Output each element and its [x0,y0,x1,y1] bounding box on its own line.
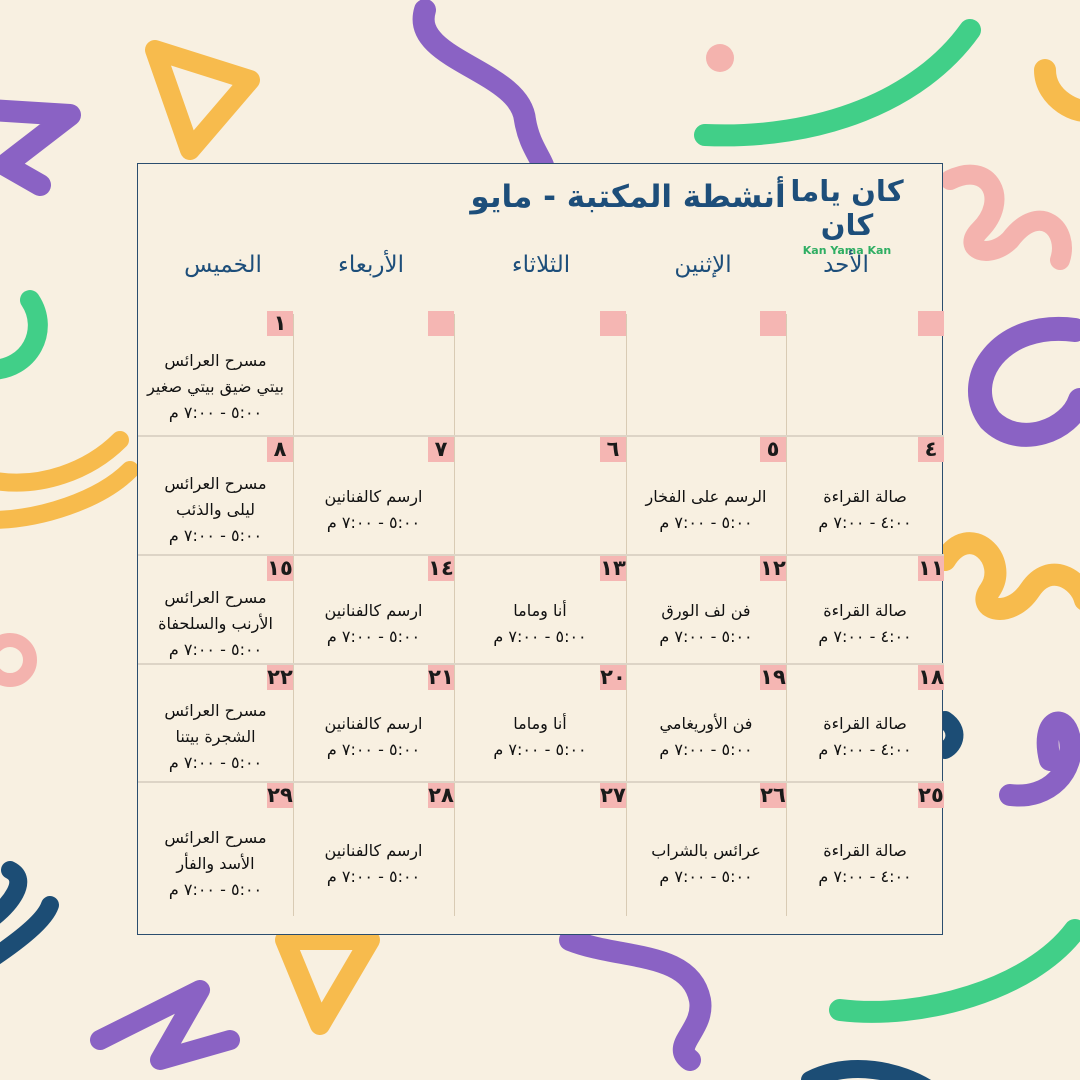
activity-text: عرائس بالشراب [651,840,761,860]
day-number-badge: ٢٨ [428,783,454,807]
row-divider [138,781,944,783]
activity-text: الأرنب والسلحفاة [158,613,273,633]
activity-entry [141,825,291,903]
activity-time: ٥:٠٠ - ٧:٠٠ م [326,740,421,759]
brand-logo [772,174,922,257]
activity-text: فن الأوريغامي [659,714,753,733]
activity-time: ٥:٠٠ - ٧:٠٠ م [659,512,753,532]
activity-text: مسرح العرائس [164,587,267,607]
activity-text: صالة القراءة [823,600,907,620]
activity-time: ٥:٠٠ - ٧:٠٠ م [326,512,421,532]
pink-coil-shape [950,175,1062,260]
activity-entry [631,711,781,763]
day-number-badge: ١٢ [760,556,786,580]
green-hook-shape [0,300,38,370]
activity-entry [299,838,449,890]
activity-time: ٥:٠٠ - ٧:٠٠ م [168,525,263,545]
purple-curl-shape [1010,723,1071,796]
activity-entry [631,598,781,650]
logo-arabic-text: كان ياما كان [790,174,904,242]
navy-wave-bottom-shape [810,1069,930,1080]
activity-text: مسرح العرائس [164,351,267,370]
pink-ring-shape [0,640,30,680]
day-number-badge: ٢٠ [600,665,626,689]
activity-time: ٥:٠٠ - ٧:٠٠ م [326,626,421,646]
activity-text: بيتي ضيق بيتي صغير [147,377,284,396]
activity-entry [141,348,291,426]
activity-text: ارسم كالفنانين [324,486,423,506]
activity-time: ٥:٠٠ - ٧:٠٠ م [659,740,753,759]
pink-dot-shape [706,44,734,72]
activity-text: مسرح العرائس [164,701,267,720]
day-number-badge [428,311,454,336]
day-number-badge: ١٩ [760,665,786,689]
navy-zigzag-shape [0,870,50,960]
day-number-badge: ١١ [918,556,944,580]
activity-text: ارسم كالفنانين [324,600,423,620]
day-number-badge: ٢٩ [267,783,293,807]
activity-text: فن لف الورق [661,600,751,620]
day-number-badge: ٦ [600,437,626,462]
day-number-badge: ٧ [428,437,454,462]
activity-time: ٥:٠٠ - ٧:٠٠ م [493,626,587,646]
activity-entry [299,598,449,650]
activity-text: أنا وماما [513,600,567,620]
activity-entry [299,711,449,763]
row-divider [138,663,944,665]
activity-time: ٤:٠٠ - ٧:٠٠ م [818,740,912,759]
activity-text: الشجرة بيتنا [175,727,256,746]
row-divider [138,554,944,556]
activity-entry [790,484,940,536]
activity-time: ٥:٠٠ - ٧:٠٠ م [659,866,753,886]
activity-entry [790,598,940,650]
activity-time: ٥:٠٠ - ٧:٠٠ م [168,639,263,659]
activity-time: ٥:٠٠ - ٧:٠٠ م [659,626,753,646]
activity-text: مسرح العرائس [164,473,267,493]
day-header-1: الإثنين [674,252,732,278]
activity-time: ٥:٠٠ - ٧:٠٠ م [493,740,587,759]
yellow-triangle-bottom-shape [285,940,370,1025]
activity-entry [631,838,781,890]
activity-text: الرسم على الفخار [645,486,767,506]
navy-curve-shape [945,720,954,750]
day-number-badge: ١٤ [428,556,454,580]
column-divider [786,314,787,916]
activity-text: أنا وماما [513,714,567,733]
activity-text: ارسم كالفنانين [324,840,423,860]
day-number-badge: ١٨ [918,665,944,689]
day-number-badge: ٨ [267,437,293,462]
purple-wave-shape [424,10,545,175]
calendar-title: أنشطة المكتبة - مايو [470,179,786,215]
activity-entry [141,471,291,549]
logo-english-text: Kan Yama Kan [802,244,892,257]
activity-entry [141,698,291,776]
calendar-card [137,163,943,935]
day-number-badge: ٢٦ [760,783,786,807]
day-number-badge: ٤ [918,437,944,462]
day-header-3: الأربعاء [338,252,404,278]
day-number-badge: ٢٢ [267,665,293,689]
activity-text: ارسم كالفنانين [324,714,423,733]
day-number-badge: ٥ [760,437,786,462]
day-number-badge [760,311,786,336]
column-divider [626,314,627,916]
activity-text: صالة القراءة [823,840,907,860]
column-divider [454,314,455,916]
day-number-badge: ٢٥ [918,783,944,807]
day-number-badge: ٢٧ [600,783,626,807]
green-arc-shape [705,30,970,135]
activity-text: صالة القراءة [823,714,907,733]
activity-entry [631,484,781,536]
day-number-badge: ١ [267,311,293,336]
day-number-badge: ١٣ [600,556,626,580]
yellow-arcs-shape [0,440,130,520]
activity-time: ٤:٠٠ - ٧:٠٠ م [818,512,912,532]
day-number-badge: ٢١ [428,665,454,689]
row-divider [138,435,944,437]
purple-zigzag-shape [0,110,70,185]
activity-time: ٥:٠٠ - ٧:٠٠ م [168,879,263,899]
activity-time: ٥:٠٠ - ٧:٠٠ م [326,866,421,886]
day-header-0: الأحد [823,252,869,278]
day-number-badge [918,311,944,336]
activity-text: مسرح العرائس [164,827,267,847]
activity-entry [790,711,940,763]
day-header-4: الخميس [184,252,262,278]
activity-text: الأسد والفأر [176,853,255,873]
purple-zigzag-bottom-shape [100,990,230,1060]
activity-time: ٥:٠٠ - ٧:٠٠ م [168,753,263,772]
activity-entry [790,838,940,890]
activity-time: ٤:٠٠ - ٧:٠٠ م [818,866,912,886]
activity-entry [141,585,291,663]
day-header-2: الثلاثاء [511,252,571,278]
purple-s-curve-shape [980,329,1080,435]
yellow-loop-shape [1045,70,1080,111]
day-number-badge: ١٥ [267,556,293,580]
activity-entry [299,484,449,536]
activity-text: صالة القراءة [823,486,907,506]
column-divider [293,314,294,916]
purple-wave-bottom-shape [570,940,700,1060]
activity-text: ليلى والذئب [175,499,256,519]
yellow-triangle-shape [155,50,250,150]
day-number-badge [600,311,626,336]
activity-entry [465,711,615,763]
activity-time: ٥:٠٠ - ٧:٠٠ م [168,403,263,422]
yellow-coil-shape [945,543,1080,609]
green-arc-bottom-shape [840,930,1075,1012]
activity-entry [465,598,615,650]
activity-time: ٤:٠٠ - ٧:٠٠ م [818,626,912,646]
